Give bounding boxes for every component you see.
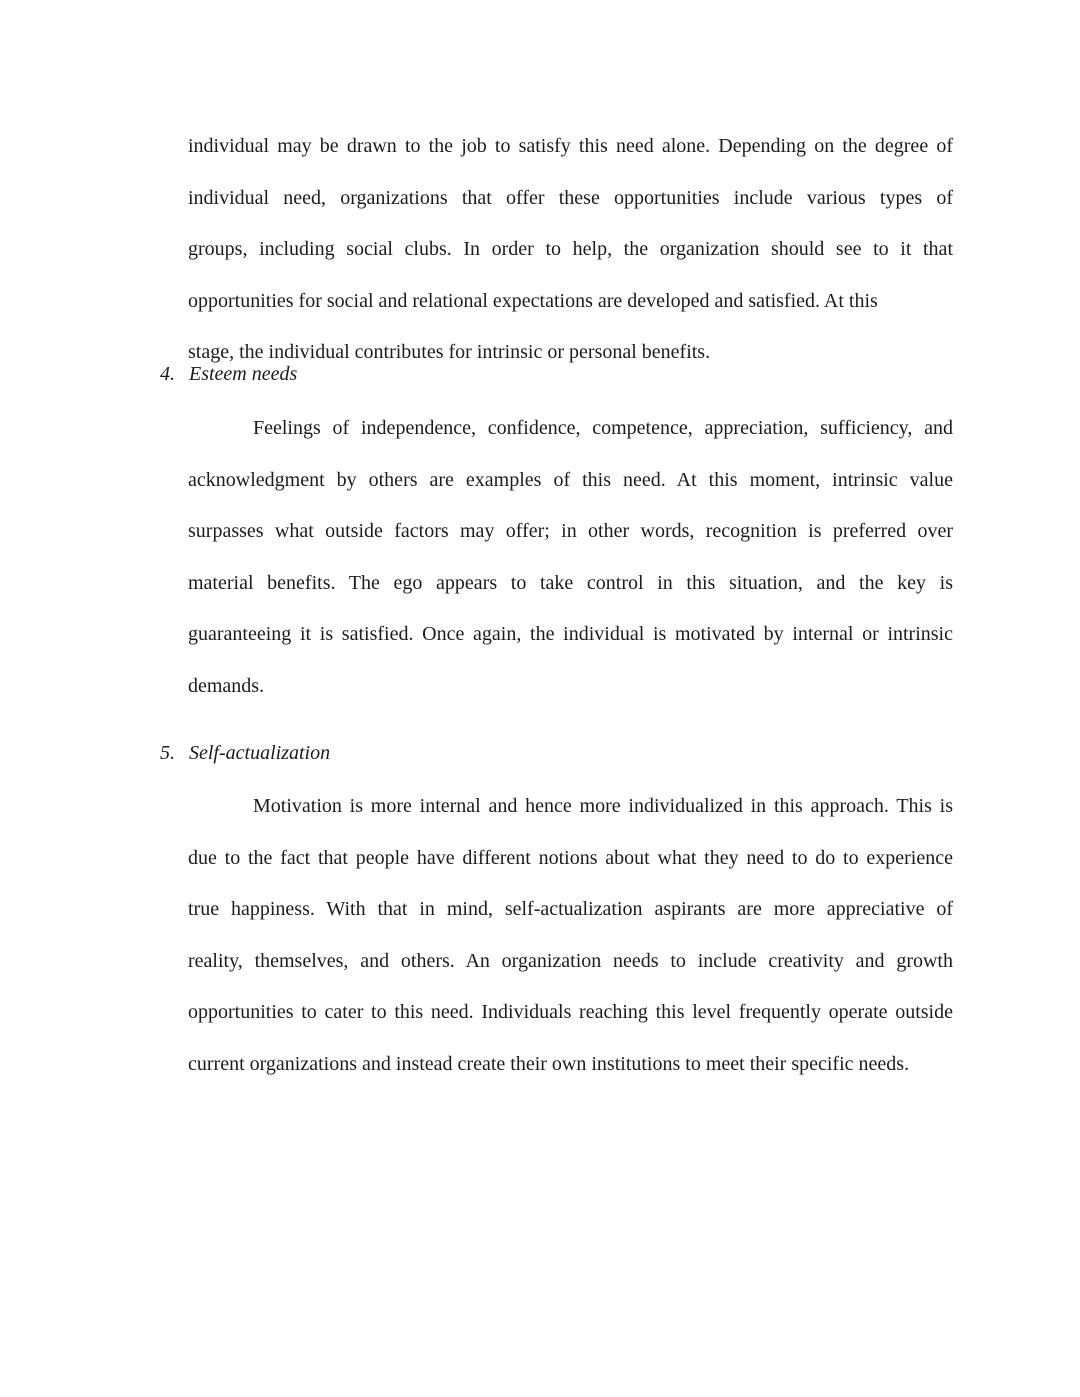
list-item-self-actualization [160,728,953,780]
paragraph-social-needs-continuation [188,121,953,379]
text-line: demands. [188,674,265,697]
text-line: Feelings of independence, confidence, competence, appreciation, sufficiency, and [253,417,953,439]
list-item-esteem-needs [160,349,953,401]
paragraph-self-actualization [188,781,953,1090]
text-line: opportunities for social and relational expectations are developed and satisfied. At this [188,289,878,312]
text-line: material benefits. The ego appears to take control in this situation, and the key is [188,571,953,594]
paragraph-esteem-needs [188,403,953,712]
text-line: guaranteeing it is satisfied. Once again, the individual is motivated by internal or intrinsic [188,623,953,645]
text-line: stage, the individual contributes for intrinsic or personal benefits. [188,341,711,363]
text-line: true happiness. With that in mind, self-actualization aspirants are more appreciative of [188,898,953,920]
text-line: individual need, organizations that offer these opportunities include various types of [188,186,953,209]
text-line: due to the fact that people have different notions about what they need to do to experience [188,846,953,869]
text-line: acknowledgment by others are examples of this need. At this moment, intrinsic value [188,468,953,491]
text-line: opportunities to cater to this need. Individuals reaching this level frequently operate outside [188,1001,953,1023]
list-item-heading: Esteem needs [189,363,298,385]
text-line: current organizations and instead create their own institutions to meet their specific needs. [188,1052,910,1075]
list-number: 4. [160,363,175,385]
text-line: surpasses what outside factors may offer; in other words, recognition is preferred over [188,520,953,542]
text-line: reality, themselves, and others. An organization needs to include creativity and growth [188,949,953,972]
text-line: Motivation is more internal and hence more individualized in this approach. This is [253,795,953,817]
text-line: individual may be drawn to the job to satisfy this need alone. Depending on the degree of [188,135,953,157]
text-line: groups, including social clubs. In order to help, the organization should see to it that [188,238,953,260]
list-number: 5. [160,742,175,764]
list-item-heading: Self-actualization [189,742,331,764]
